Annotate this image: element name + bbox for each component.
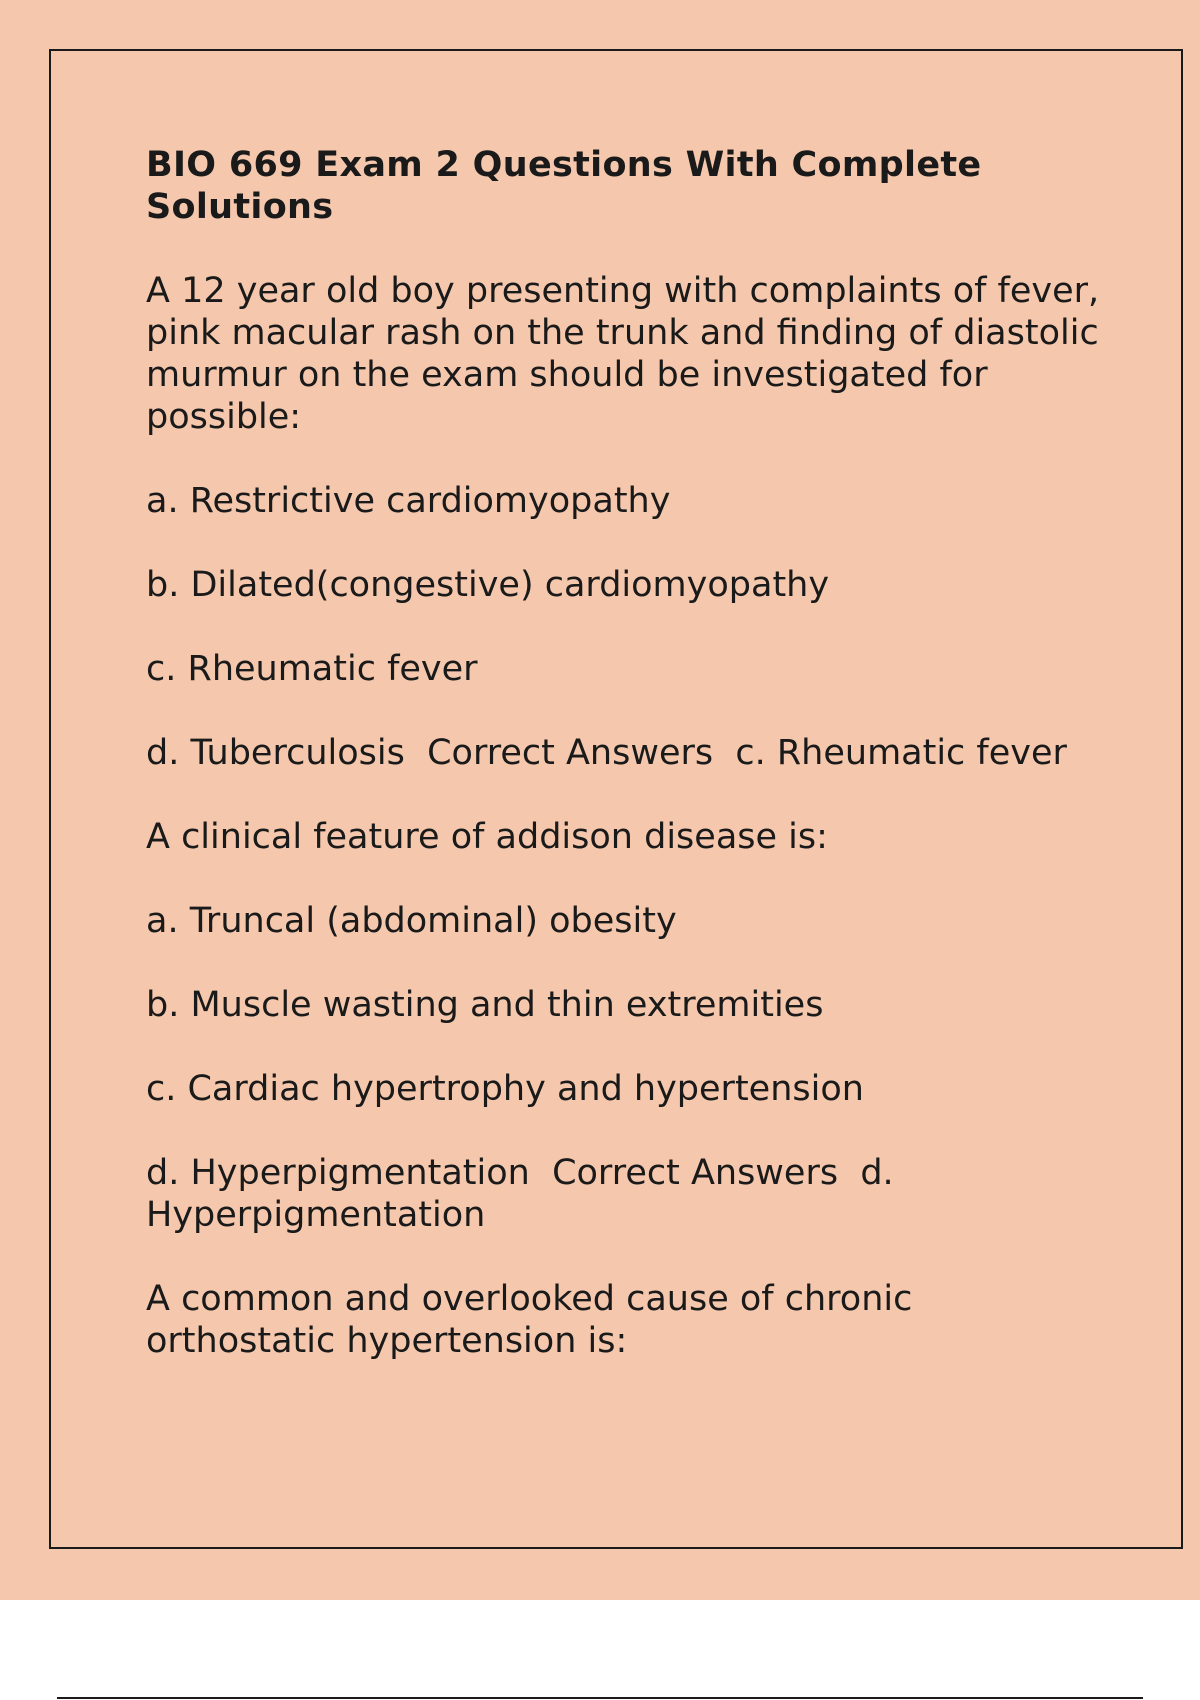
question-2-option-a: a. Truncal (abdominal) obesity [146, 901, 677, 941]
question-3-text: A common and overlooked cause of chronic orthostatic hypertension is: [146, 1279, 924, 1361]
question-1-option-b: b. Dilated(congestive) cardiomyopathy [146, 565, 830, 605]
footer-divider [57, 1697, 1143, 1699]
question-1-option-a: a. Restrictive cardiomyopathy [146, 481, 671, 521]
question-2-option-d-answer: d. Hyperpigmentation Correct Answers d. Hyperpigmentation [146, 1153, 905, 1235]
question-2-option-c: c. Cardiac hypertrophy and hypertension [146, 1069, 864, 1109]
question-2-option-b: b. Muscle wasting and thin extremities [146, 985, 824, 1025]
question-1-option-c: c. Rheumatic fever [146, 649, 478, 689]
document-content [146, 144, 1111, 1404]
question-1-text: A 12 year old boy presenting with complaints of fever, pink macular rash on the trunk and finding of diastolic murmur on the exam should be investigated for possible: [146, 271, 1111, 437]
question-2-text: A clinical feature of addison disease is: [146, 817, 828, 857]
question-1-option-d-answer: d. Tuberculosis Correct Answers c. Rheumatic fever [146, 733, 1067, 773]
document-title: BIO 669 Exam 2 Questions With Complete Solutions [146, 145, 982, 227]
